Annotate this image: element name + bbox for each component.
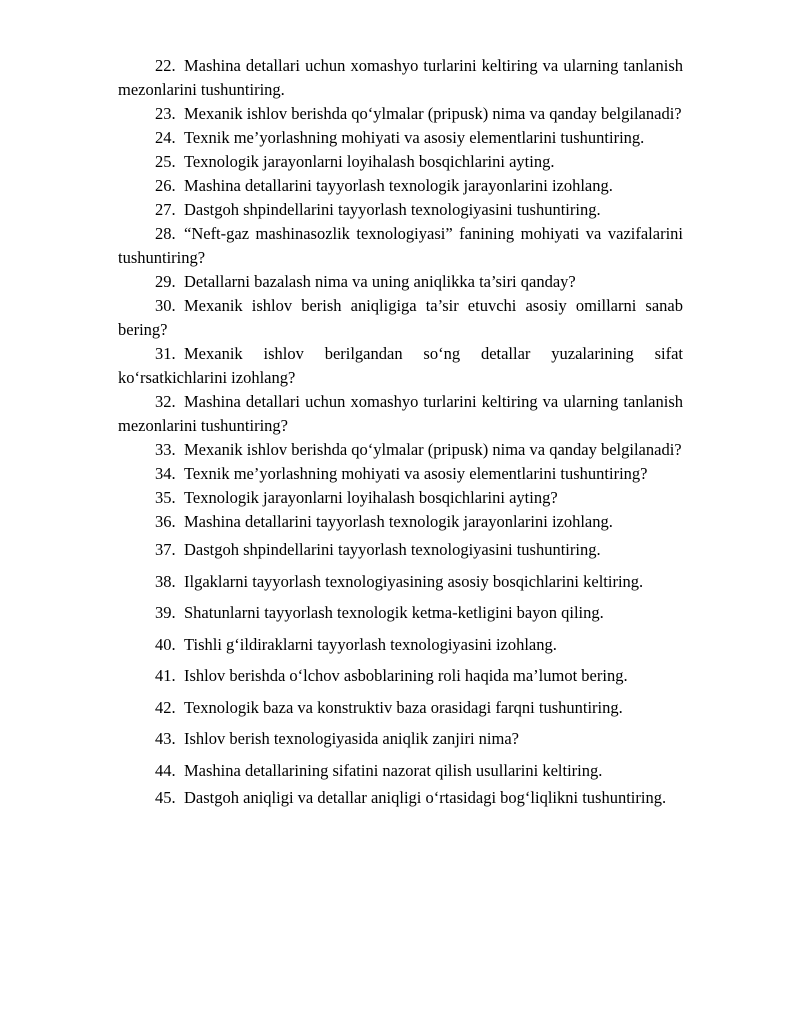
question-text: Mashina detallarini tayyorlash texnologik jarayonlarini izohlang. xyxy=(184,176,613,195)
question-number: 41. xyxy=(155,666,176,685)
question-number: 26. xyxy=(155,176,176,195)
question-item xyxy=(118,510,683,534)
question-text: Texnologik baza va konstruktiv baza orasidagi farqni tushuntiring. xyxy=(184,697,623,717)
question-number: 42. xyxy=(155,697,176,717)
question-text: Dastgoh aniqligi va detallar aniqligi o‘rtasidagi bog‘liqlikni tushuntiring. xyxy=(184,788,667,807)
question-item xyxy=(118,723,683,755)
question-item xyxy=(118,597,683,629)
question-text: Mexanik ishlov berish aniqligiga ta’sir etuvchi asosiy omillarni sanab bering? xyxy=(118,296,683,339)
question-number: 24. xyxy=(155,128,176,147)
question-item xyxy=(118,342,683,390)
question-number: 29. xyxy=(155,272,176,291)
question-number: 28. xyxy=(155,224,176,243)
question-item xyxy=(118,534,683,566)
question-text: Texnik me’yorlashning mohiyati va asosiy elementlarini tushuntiring. xyxy=(184,128,645,147)
question-item xyxy=(118,692,683,724)
question-list xyxy=(118,54,683,810)
question-number: 27. xyxy=(155,200,176,219)
question-text: Mashina detallari uchun xomashyo turlarini keltiring va ularning tanlanish mezonlarini tushuntiring. xyxy=(118,56,683,99)
question-item xyxy=(118,198,683,222)
question-item xyxy=(118,126,683,150)
question-number: 37. xyxy=(155,540,176,559)
question-number: 45. xyxy=(155,788,176,807)
question-number: 25. xyxy=(155,152,176,171)
question-number: 40. xyxy=(155,634,176,654)
question-text: Mexanik ishlov berishda qo‘ylmalar (pripusk) nima va qanday belgilanadi? xyxy=(184,104,682,123)
question-item xyxy=(118,390,683,438)
question-text: Texnologik jarayonlarni loyihalash bosqichlarini ayting. xyxy=(184,152,555,171)
question-item xyxy=(118,660,683,692)
question-text: Mashina detallarining sifatini nazorat qilish usullarini keltiring. xyxy=(184,760,603,780)
question-text: Mashina detallarini tayyorlash texnologik jarayonlarini izohlang. xyxy=(184,512,613,531)
question-text: “Neft-gaz mashinasozlik texnologiyasi” fanining mohiyati va vazifalarini tushuntiring? xyxy=(118,224,683,267)
question-text: Texnik me’yorlashning mohiyati va asosiy elementlarini tushuntiring? xyxy=(184,464,648,483)
question-item xyxy=(118,755,683,787)
question-number: 38. xyxy=(155,571,176,591)
question-item xyxy=(118,54,683,102)
question-item xyxy=(118,786,683,810)
question-item xyxy=(118,102,683,126)
question-text: Mexanik ishlov berishda qo‘ylmalar (pripusk) nima va qanday belgilanadi? xyxy=(184,440,682,459)
question-item xyxy=(118,438,683,462)
question-item xyxy=(118,486,683,510)
question-number: 22. xyxy=(155,56,176,75)
question-number: 34. xyxy=(155,464,176,483)
question-number: 32. xyxy=(155,392,176,411)
question-number: 35. xyxy=(155,488,176,507)
question-text: Ishlov berishda o‘lchov asboblarining roli haqida ma’lumot bering. xyxy=(184,666,628,685)
question-text: Ilgaklarni tayyorlash texnologiyasining asosiy bosqichlarini keltiring. xyxy=(184,571,644,591)
question-item xyxy=(118,174,683,198)
question-number: 36. xyxy=(155,512,176,531)
question-item xyxy=(118,150,683,174)
question-text: Ishlov berish texnologiyasida aniqlik zanjiri nima? xyxy=(184,729,519,748)
question-item xyxy=(118,222,683,270)
question-number: 23. xyxy=(155,104,176,123)
question-text: Tishli g‘ildiraklarni tayyorlash texnologiyasini izohlang. xyxy=(184,634,557,654)
question-text: Mexanik ishlov berilgandan so‘ng detallar yuzalarining sifat ko‘rsatkichlarini izohlang? xyxy=(118,344,683,387)
question-item xyxy=(118,294,683,342)
question-text: Detallarni bazalash nima va uning aniqlikka ta’siri qanday? xyxy=(184,272,576,291)
question-text: Mashina detallari uchun xomashyo turlarini keltiring va ularning tanlanish mezonlarini tushuntiring? xyxy=(118,392,683,435)
question-number: 30. xyxy=(155,296,176,315)
question-text: Dastgoh shpindellarini tayyorlash texnologiyasini tushuntiring. xyxy=(184,200,601,219)
question-number: 33. xyxy=(155,440,176,459)
question-number: 31. xyxy=(155,344,176,363)
question-number: 43. xyxy=(155,729,176,748)
question-number: 44. xyxy=(155,760,176,780)
question-item xyxy=(118,462,683,486)
question-text: Shatunlarni tayyorlash texnologik ketma-ketligini bayon qiling. xyxy=(184,603,604,622)
question-item xyxy=(118,629,683,661)
question-number: 39. xyxy=(155,603,176,622)
question-text: Dastgoh shpindellarini tayyorlash texnologiyasini tushuntiring. xyxy=(184,540,601,559)
question-item xyxy=(118,566,683,598)
question-text: Texnologik jarayonlarni loyihalash bosqichlarini ayting? xyxy=(184,488,558,507)
question-item xyxy=(118,270,683,294)
